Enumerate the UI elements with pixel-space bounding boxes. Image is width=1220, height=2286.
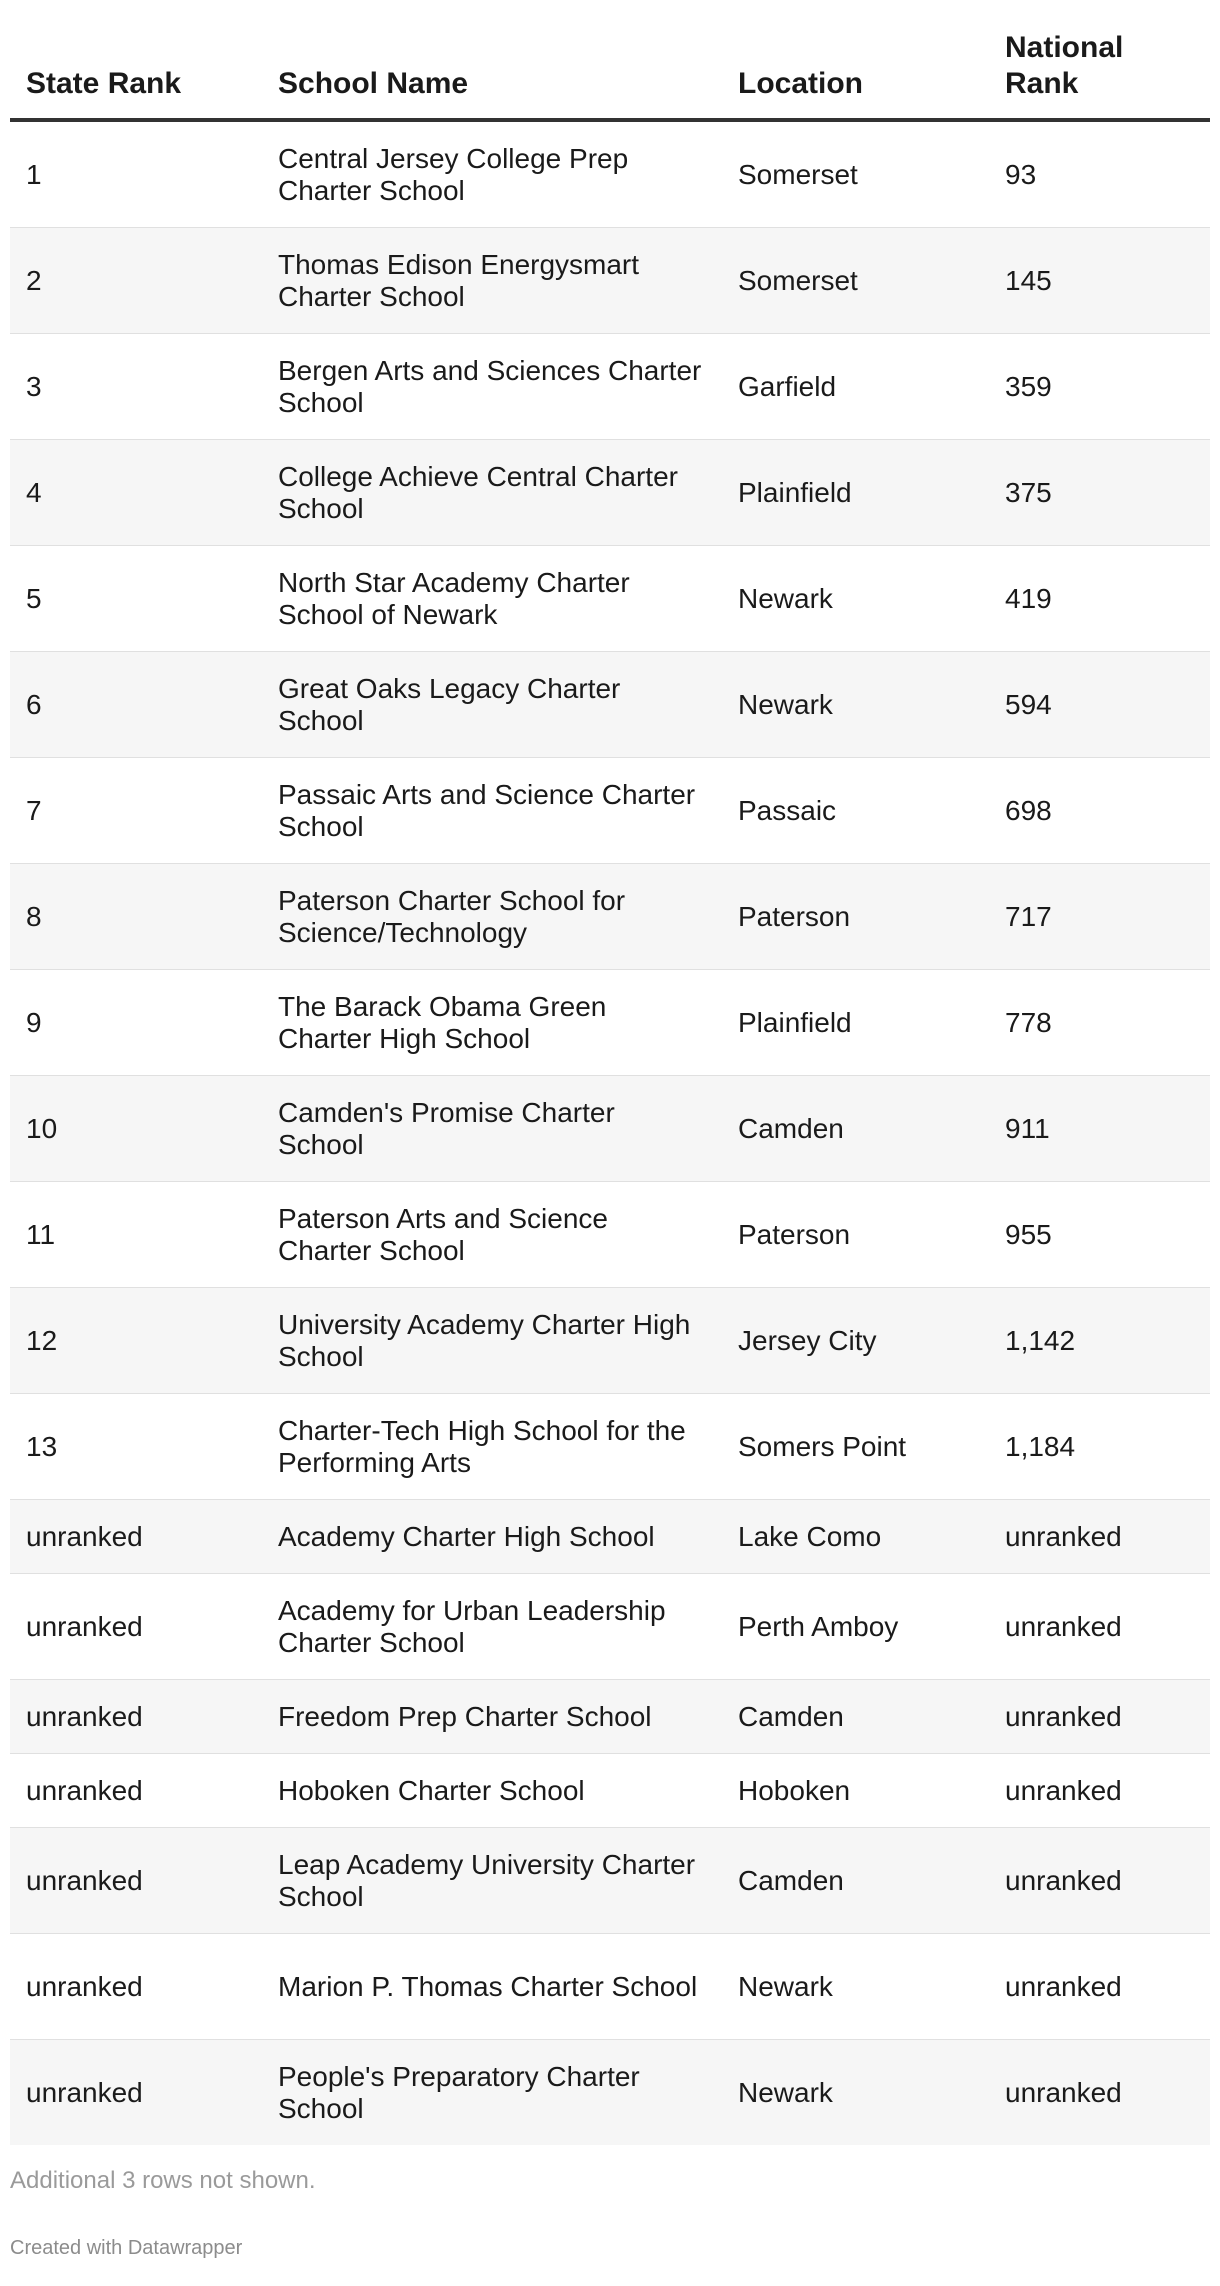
header-location[interactable]: Location xyxy=(722,0,989,120)
school-name-cell: Leap Academy University Charter School xyxy=(262,1828,722,1934)
national-rank-cell: 911 xyxy=(989,1076,1210,1182)
table-row xyxy=(10,970,1210,1076)
table-row xyxy=(10,1828,1210,1934)
header-national-rank[interactable] xyxy=(989,0,1210,120)
school-name-cell: Charter-Tech High School for the Performing Arts xyxy=(262,1394,722,1500)
school-name-cell: Paterson Charter School for Science/Technology xyxy=(262,864,722,970)
table-row xyxy=(10,1288,1210,1394)
table-row xyxy=(10,1754,1210,1828)
national-rank-cell: unranked xyxy=(989,1754,1210,1828)
header-row xyxy=(10,0,1210,120)
state-rank-cell: unranked xyxy=(10,2040,262,2146)
state-rank-cell: unranked xyxy=(10,1500,262,1574)
state-rank-cell: 10 xyxy=(10,1076,262,1182)
location-cell: Passaic xyxy=(722,758,989,864)
school-name-cell: The Barack Obama Green Charter High School xyxy=(262,970,722,1076)
table-row xyxy=(10,120,1210,228)
school-name-cell: College Achieve Central Charter School xyxy=(262,440,722,546)
state-rank-cell: 6 xyxy=(10,652,262,758)
header-national-rank-line2: Rank xyxy=(1005,67,1079,100)
location-cell: Paterson xyxy=(722,1182,989,1288)
national-rank-cell: 955 xyxy=(989,1182,1210,1288)
location-cell: Camden xyxy=(722,1680,989,1754)
header-national-rank-line1: National xyxy=(1005,31,1124,64)
state-rank-cell: unranked xyxy=(10,1934,262,2040)
state-rank-cell: 7 xyxy=(10,758,262,864)
school-name-cell: North Star Academy Charter School of Newark xyxy=(262,546,722,652)
table-row xyxy=(10,546,1210,652)
location-cell: Hoboken xyxy=(722,1754,989,1828)
school-name-cell: University Academy Charter High School xyxy=(262,1288,722,1394)
table-row xyxy=(10,1394,1210,1500)
national-rank-cell: 717 xyxy=(989,864,1210,970)
state-rank-cell: unranked xyxy=(10,1754,262,1828)
school-name-cell: Passaic Arts and Science Charter School xyxy=(262,758,722,864)
national-rank-cell: 359 xyxy=(989,334,1210,440)
table-row xyxy=(10,440,1210,546)
national-rank-cell: 1,184 xyxy=(989,1394,1210,1500)
state-rank-cell: 2 xyxy=(10,228,262,334)
school-name-cell: Hoboken Charter School xyxy=(262,1754,722,1828)
school-name-cell: Central Jersey College Prep Charter School xyxy=(262,120,722,228)
state-rank-cell: 3 xyxy=(10,334,262,440)
location-cell: Newark xyxy=(722,546,989,652)
table-header xyxy=(10,0,1210,120)
table-row xyxy=(10,1182,1210,1288)
school-name-cell: Marion P. Thomas Charter School xyxy=(262,1934,722,2040)
location-cell: Somers Point xyxy=(722,1394,989,1500)
location-cell: Camden xyxy=(722,1076,989,1182)
national-rank-cell: unranked xyxy=(989,1934,1210,2040)
table-row xyxy=(10,2040,1210,2146)
location-cell: Newark xyxy=(722,2040,989,2146)
national-rank-cell: unranked xyxy=(989,1574,1210,1680)
school-name-cell: Great Oaks Legacy Charter School xyxy=(262,652,722,758)
location-cell: Plainfield xyxy=(722,440,989,546)
state-rank-cell: unranked xyxy=(10,1828,262,1934)
national-rank-cell: 778 xyxy=(989,970,1210,1076)
national-rank-cell: unranked xyxy=(989,2040,1210,2146)
national-rank-cell: 419 xyxy=(989,546,1210,652)
school-name-cell: Academy for Urban Leadership Charter School xyxy=(262,1574,722,1680)
header-school-name[interactable]: School Name xyxy=(262,0,722,120)
table-row xyxy=(10,758,1210,864)
location-cell: Plainfield xyxy=(722,970,989,1076)
table-row xyxy=(10,1574,1210,1680)
table-body xyxy=(10,120,1210,2145)
national-rank-cell: unranked xyxy=(989,1680,1210,1754)
table-row xyxy=(10,1934,1210,2040)
location-cell: Somerset xyxy=(722,120,989,228)
school-name-cell: Thomas Edison Energysmart Charter School xyxy=(262,228,722,334)
national-rank-cell: 93 xyxy=(989,120,1210,228)
location-cell: Newark xyxy=(722,652,989,758)
header-state-rank[interactable]: State Rank xyxy=(10,0,262,120)
national-rank-cell: 375 xyxy=(989,440,1210,546)
table-row xyxy=(10,1680,1210,1754)
location-cell: Newark xyxy=(722,1934,989,2040)
state-rank-cell: 13 xyxy=(10,1394,262,1500)
school-name-cell: Freedom Prep Charter School xyxy=(262,1680,722,1754)
datawrapper-credit: Created with Datawrapper xyxy=(10,2237,243,2259)
national-rank-cell: unranked xyxy=(989,1828,1210,1934)
state-rank-cell: 1 xyxy=(10,120,262,228)
table-notes: Additional 3 rows not shown. xyxy=(10,2167,316,2194)
national-rank-cell: unranked xyxy=(989,1500,1210,1574)
location-cell: Jersey City xyxy=(722,1288,989,1394)
table-row xyxy=(10,1500,1210,1574)
location-cell: Somerset xyxy=(722,228,989,334)
state-rank-cell: unranked xyxy=(10,1574,262,1680)
table-row xyxy=(10,1076,1210,1182)
table-row xyxy=(10,864,1210,970)
state-rank-cell: 4 xyxy=(10,440,262,546)
location-cell: Camden xyxy=(722,1828,989,1934)
charter-schools-table xyxy=(10,0,1210,2145)
national-rank-cell: 698 xyxy=(989,758,1210,864)
location-cell: Garfield xyxy=(722,334,989,440)
national-rank-cell: 594 xyxy=(989,652,1210,758)
national-rank-cell: 1,142 xyxy=(989,1288,1210,1394)
table-row xyxy=(10,334,1210,440)
table-row xyxy=(10,228,1210,334)
table-row xyxy=(10,652,1210,758)
state-rank-cell: 8 xyxy=(10,864,262,970)
school-name-cell: Academy Charter High School xyxy=(262,1500,722,1574)
state-rank-cell: unranked xyxy=(10,1680,262,1754)
location-cell: Paterson xyxy=(722,864,989,970)
school-name-cell: Camden's Promise Charter School xyxy=(262,1076,722,1182)
location-cell: Lake Como xyxy=(722,1500,989,1574)
school-name-cell: Bergen Arts and Sciences Charter School xyxy=(262,334,722,440)
state-rank-cell: 9 xyxy=(10,970,262,1076)
state-rank-cell: 5 xyxy=(10,546,262,652)
state-rank-cell: 12 xyxy=(10,1288,262,1394)
school-name-cell: Paterson Arts and Science Charter School xyxy=(262,1182,722,1288)
state-rank-cell: 11 xyxy=(10,1182,262,1288)
national-rank-cell: 145 xyxy=(989,228,1210,334)
school-name-cell: People's Preparatory Charter School xyxy=(262,2040,722,2146)
location-cell: Perth Amboy xyxy=(722,1574,989,1680)
